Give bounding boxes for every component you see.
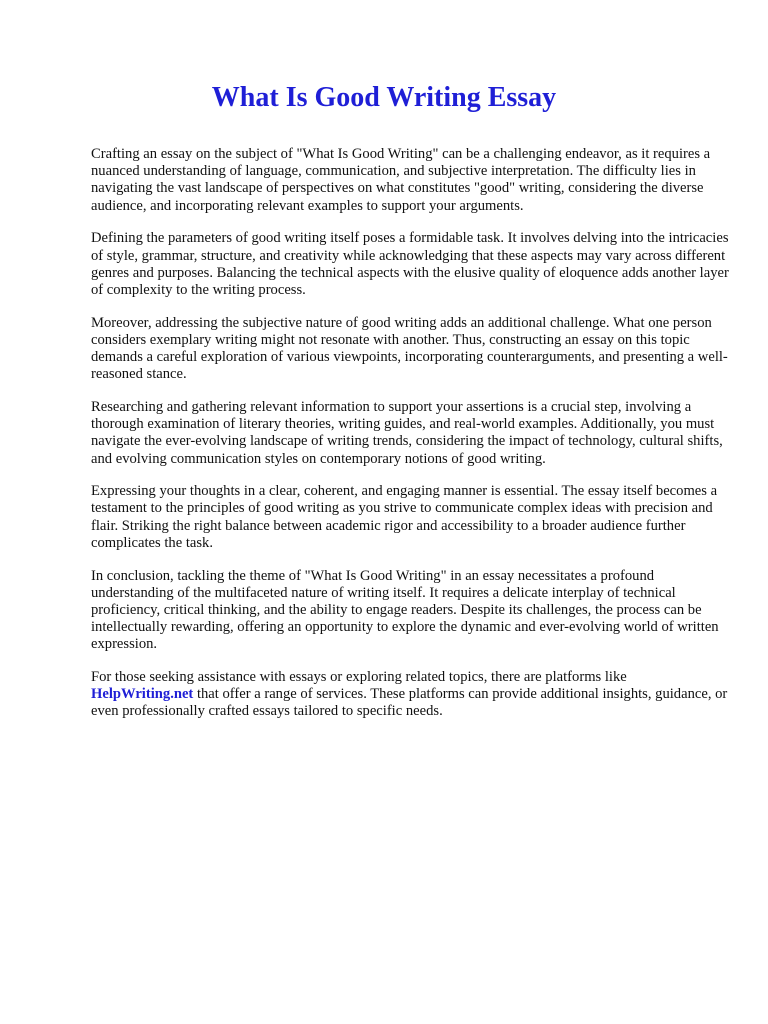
helpwriting-link[interactable]: HelpWriting.net: [91, 686, 194, 703]
paragraph-subjective: Moreover, addressing the subjective nature of good writing adds an additional challenge. What one person considers exemplary writing might not resonate with another. Thus, constructing an essay on this topic demands a careful exploration of various viewpoints, incorporating counterarguments, and presenting a well-reasoned stance.: [91, 314, 728, 383]
closing-text-before-link: For those seeking assistance with essays or exploring related topics, there are platforms like: [91, 669, 627, 686]
closing-text-after-link: that offer a range of services. These platforms can provide additional insights, guidance, or even professionally crafted essays tailored to specific needs.: [91, 686, 728, 720]
paragraph-closing: [91, 669, 731, 721]
paragraph-expression: Expressing your thoughts in a clear, coherent, and engaging manner is essential. The essay itself becomes a testament to the principles of good writing as you strive to communicate complex ideas with precision and flair. Striking the right balance between academic rigor and accessibility to a broader audience further complicates the task.: [91, 483, 718, 551]
paragraph-intro: Crafting an essay on the subject of "What Is Good Writing" can be a challenging endeavor, as it requires a nuanced understanding of language, communication, and subjective interpretation. The difficulty lies in navigating the vast landscape of perspectives on what constitutes "good" writing, considering the diverse audience, and incorporating relevant examples to support your arguments.: [91, 146, 711, 214]
document-title: What Is Good Writing Essay: [211, 82, 557, 113]
paragraph-research: Researching and gathering relevant information to support your assertions is a crucial step, involving a thorough examination of literary theories, writing guides, and real-world examples. Additionally, you must navigate the ever-evolving landscape of writing trends, considering the impact of technology, cultural shifts, and evolving communication styles on contemporary notions of good writing.: [91, 398, 723, 467]
paragraph-conclusion: In conclusion, tackling the theme of "What Is Good Writing" in an essay necessitates a profound understanding of the multifaceted nature of writing itself. It requires a delicate interplay of technical proficiency, critical thinking, and the ability to engage readers. Despite its challenges, the process can be intellectually rewarding, offering an opportunity to explore the dynamic and ever-evolving world of written expression.: [91, 567, 719, 653]
document-body: [91, 146, 731, 736]
paragraph-defining: Defining the parameters of good writing itself poses a formidable task. It involves delving into the intricacies of style, grammar, structure, and creativity while acknowledging that these aspects may vary across different genres and purposes. Balancing the technical aspects with the elusive quality of eloquence adds another layer of complexity to the writing process.: [91, 230, 729, 298]
